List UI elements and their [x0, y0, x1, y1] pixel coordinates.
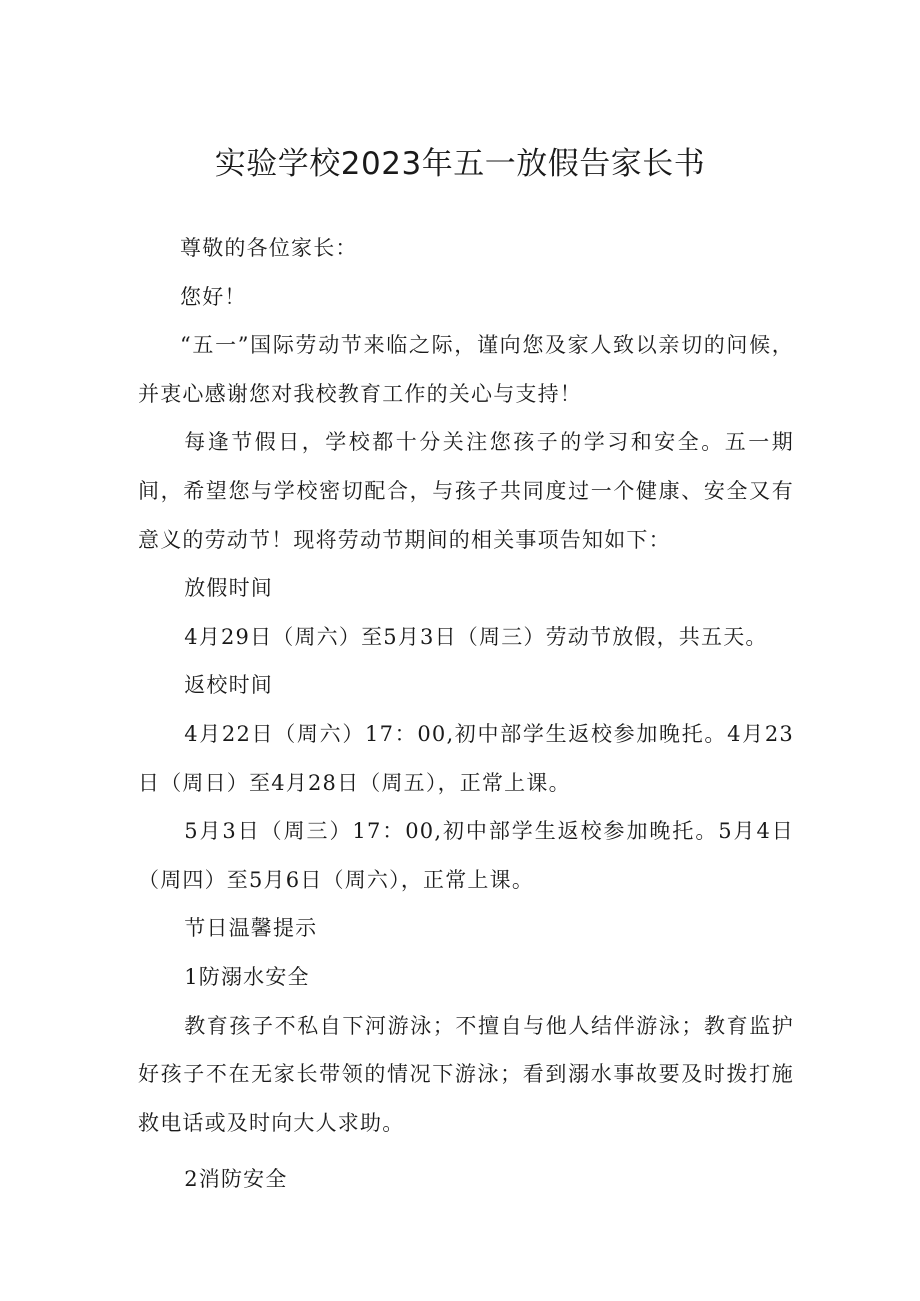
- subheading-fire-safety: 2消防安全: [184, 1167, 288, 1192]
- section-heading-tips: 节日温馨提示: [184, 916, 318, 941]
- paragraph-notice: 每逢节假日，学校都十分关注您孩子的学习和安全。五一期间，希望您与学校密切配合，与孩子共同度过一个健康、安全又有意义的劳动节！现将劳动节期间的相关事项告知如下：: [138, 430, 794, 552]
- section-heading-return-time: 返校时间: [184, 673, 273, 698]
- document-body: [138, 224, 794, 1204]
- section-heading-holiday-time: 放假时间: [184, 576, 273, 601]
- paragraph-drowning-safety: 教育孩子不私自下河游泳；不擅自与他人结伴游泳；教育监护好孩子不在无家长带领的情况下游泳；看到溺水事故要及时拨打施救电话或及时向大人求助。: [138, 1013, 794, 1135]
- paragraph-gap: [138, 1147, 794, 1155]
- document-title: 实验学校2023年五一放假告家长书: [214, 146, 706, 182]
- paragraph-intro: “五一”国际劳动节来临之际，谨向您及家人致以亲切的问候，并衷心感谢您对我校教育工作的关心与支持！: [138, 333, 794, 406]
- subheading-drowning-safety: 1防溺水安全: [184, 964, 310, 989]
- greeting: 您好！: [180, 284, 247, 309]
- salutation: 尊敬的各位家长：: [180, 236, 358, 260]
- paragraph-return-first: 4月22日（周六）17：00,初中部学生返校参加晚托。4月23日（周日）至4月28日（周五），正常上课。: [138, 721, 794, 795]
- paragraph-holiday-dates: 4月29日（周六）至5月3日（周三）劳动节放假，共五天。: [184, 624, 768, 649]
- paragraph-return-second: 5月3日（周三）17：00,初中部学生返校参加晚托。5月4日（周四）至5月6日（周六），正常上课。: [138, 819, 794, 892]
